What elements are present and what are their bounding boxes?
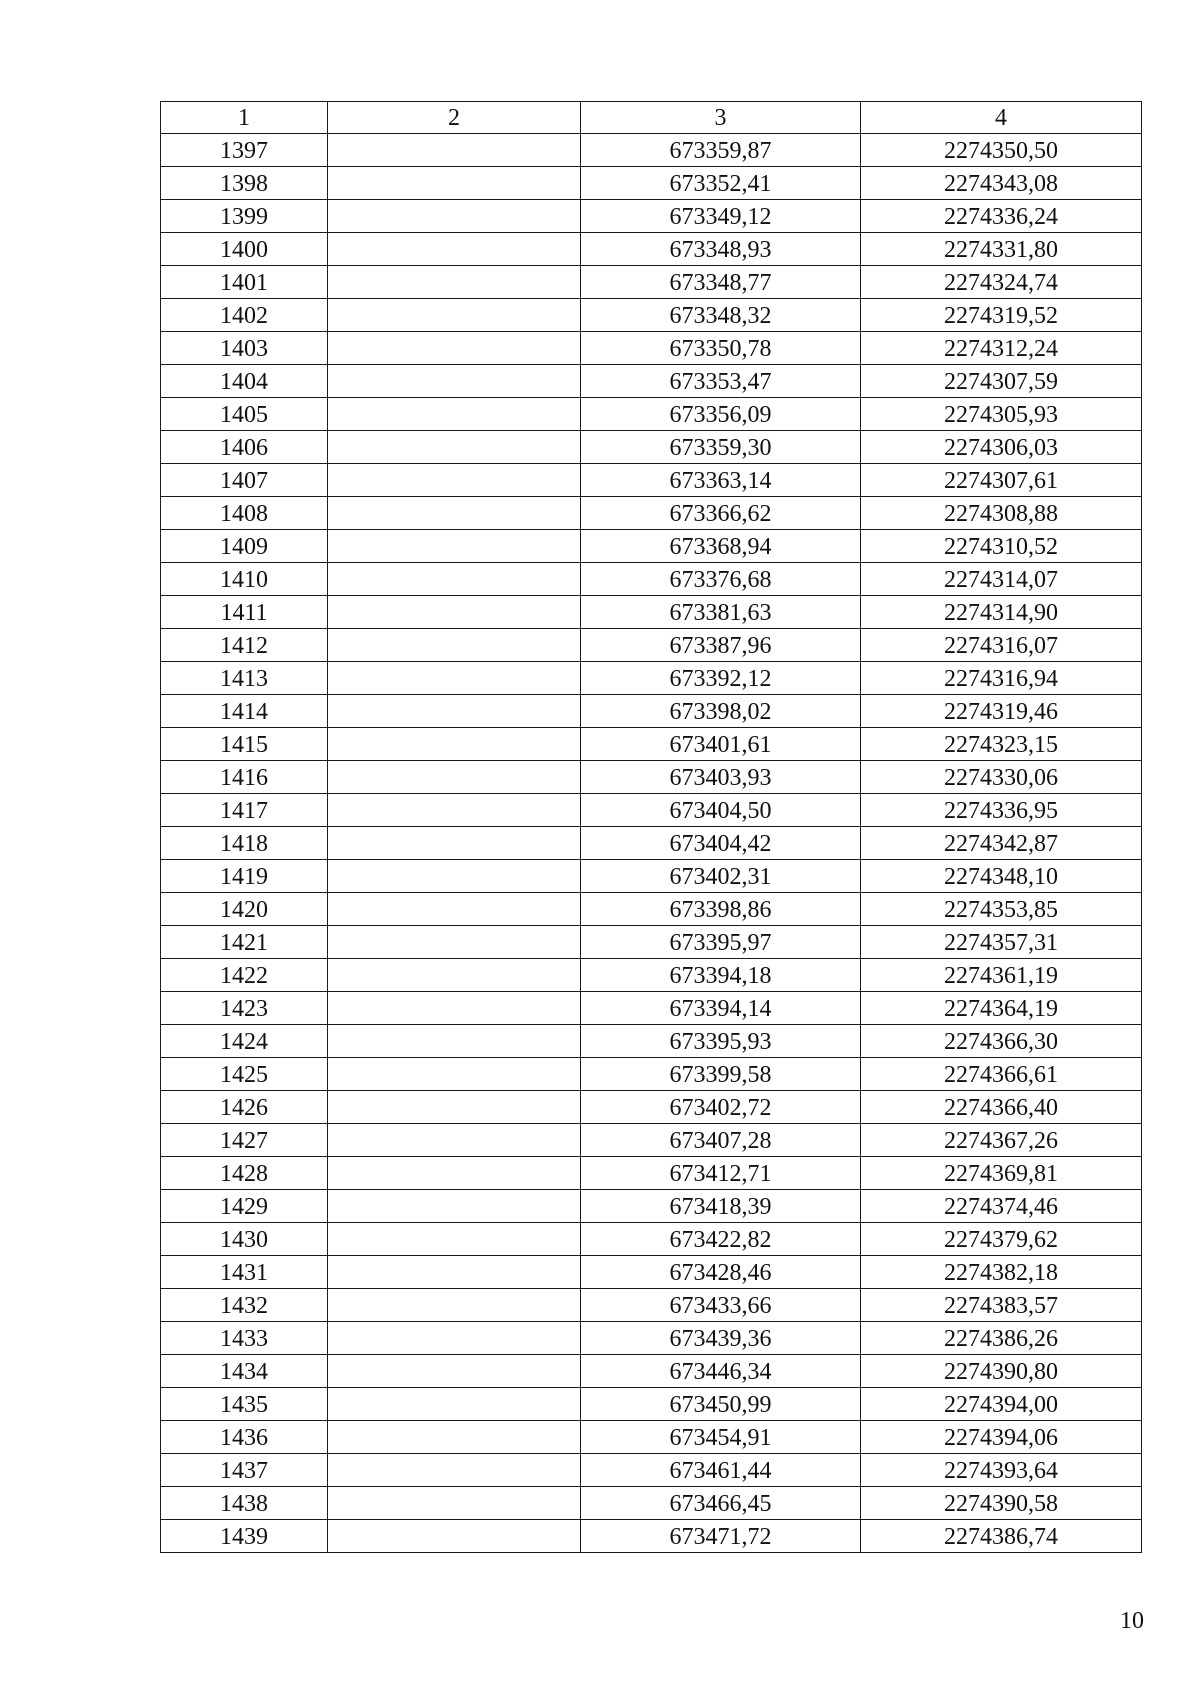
y-coordinate-cell: 2274366,61 xyxy=(861,1058,1142,1091)
x-coordinate-cell: 673450,99 xyxy=(581,1388,861,1421)
y-coordinate-cell: 2274336,95 xyxy=(861,794,1142,827)
point-number-cell: 1434 xyxy=(161,1355,328,1388)
description-cell xyxy=(328,398,581,431)
point-number-cell: 1399 xyxy=(161,200,328,233)
description-cell xyxy=(328,1355,581,1388)
y-coordinate-cell: 2274361,19 xyxy=(861,959,1142,992)
description-cell xyxy=(328,233,581,266)
table-row xyxy=(161,695,1142,728)
description-cell xyxy=(328,1190,581,1223)
point-number-cell: 1431 xyxy=(161,1256,328,1289)
table-row xyxy=(161,1388,1142,1421)
point-number-cell: 1416 xyxy=(161,761,328,794)
table-row xyxy=(161,893,1142,926)
x-coordinate-cell: 673392,12 xyxy=(581,662,861,695)
table-row xyxy=(161,596,1142,629)
description-cell xyxy=(328,464,581,497)
x-coordinate-cell: 673394,14 xyxy=(581,992,861,1025)
description-cell xyxy=(328,1256,581,1289)
x-coordinate-cell: 673359,30 xyxy=(581,431,861,464)
y-coordinate-cell: 2274336,24 xyxy=(861,200,1142,233)
point-number-cell: 1433 xyxy=(161,1322,328,1355)
point-number-cell: 1405 xyxy=(161,398,328,431)
y-coordinate-cell: 2274310,52 xyxy=(861,530,1142,563)
y-coordinate-cell: 2274390,80 xyxy=(861,1355,1142,1388)
y-coordinate-cell: 2274382,18 xyxy=(861,1256,1142,1289)
x-coordinate-cell: 673350,78 xyxy=(581,332,861,365)
y-coordinate-cell: 2274324,74 xyxy=(861,266,1142,299)
y-coordinate-cell: 2274348,10 xyxy=(861,860,1142,893)
y-coordinate-cell: 2274314,07 xyxy=(861,563,1142,596)
description-cell xyxy=(328,596,581,629)
description-cell xyxy=(328,167,581,200)
table-row xyxy=(161,1454,1142,1487)
table-row xyxy=(161,959,1142,992)
point-number-cell: 1420 xyxy=(161,893,328,926)
table-row xyxy=(161,365,1142,398)
table-row xyxy=(161,1157,1142,1190)
header-cell-4: 4 xyxy=(861,102,1142,134)
y-coordinate-cell: 2274369,81 xyxy=(861,1157,1142,1190)
x-coordinate-cell: 673439,36 xyxy=(581,1322,861,1355)
point-number-cell: 1409 xyxy=(161,530,328,563)
table-row xyxy=(161,233,1142,266)
y-coordinate-cell: 2274350,50 xyxy=(861,134,1142,167)
y-coordinate-cell: 2274316,07 xyxy=(861,629,1142,662)
description-cell xyxy=(328,1223,581,1256)
point-number-cell: 1407 xyxy=(161,464,328,497)
x-coordinate-cell: 673349,12 xyxy=(581,200,861,233)
table-row xyxy=(161,1421,1142,1454)
description-cell xyxy=(328,431,581,464)
table-row xyxy=(161,728,1142,761)
y-coordinate-cell: 2274394,06 xyxy=(861,1421,1142,1454)
x-coordinate-cell: 673368,94 xyxy=(581,530,861,563)
x-coordinate-cell: 673418,39 xyxy=(581,1190,861,1223)
table-row xyxy=(161,464,1142,497)
table-row xyxy=(161,1487,1142,1520)
x-coordinate-cell: 673446,34 xyxy=(581,1355,861,1388)
description-cell xyxy=(328,1157,581,1190)
y-coordinate-cell: 2274357,31 xyxy=(861,926,1142,959)
description-cell xyxy=(328,299,581,332)
header-cell-1: 1 xyxy=(161,102,328,134)
description-cell xyxy=(328,497,581,530)
x-coordinate-cell: 673366,62 xyxy=(581,497,861,530)
description-cell xyxy=(328,893,581,926)
table-row xyxy=(161,398,1142,431)
x-coordinate-cell: 673404,42 xyxy=(581,827,861,860)
y-coordinate-cell: 2274386,26 xyxy=(861,1322,1142,1355)
table-row xyxy=(161,1223,1142,1256)
description-cell xyxy=(328,1091,581,1124)
page-number: 10 xyxy=(1120,1608,1144,1634)
point-number-cell: 1414 xyxy=(161,695,328,728)
point-number-cell: 1437 xyxy=(161,1454,328,1487)
table-row xyxy=(161,530,1142,563)
x-coordinate-cell: 673454,91 xyxy=(581,1421,861,1454)
y-coordinate-cell: 2274393,64 xyxy=(861,1454,1142,1487)
y-coordinate-cell: 2274312,24 xyxy=(861,332,1142,365)
x-coordinate-cell: 673376,68 xyxy=(581,563,861,596)
y-coordinate-cell: 2274386,74 xyxy=(861,1520,1142,1553)
description-cell xyxy=(328,530,581,563)
y-coordinate-cell: 2274383,57 xyxy=(861,1289,1142,1322)
x-coordinate-cell: 673348,93 xyxy=(581,233,861,266)
coordinates-table xyxy=(160,101,1142,1553)
point-number-cell: 1402 xyxy=(161,299,328,332)
table-body xyxy=(161,134,1142,1553)
y-coordinate-cell: 2274319,46 xyxy=(861,695,1142,728)
point-number-cell: 1430 xyxy=(161,1223,328,1256)
description-cell xyxy=(328,332,581,365)
y-coordinate-cell: 2274364,19 xyxy=(861,992,1142,1025)
x-coordinate-cell: 673353,47 xyxy=(581,365,861,398)
y-coordinate-cell: 2274366,30 xyxy=(861,1025,1142,1058)
point-number-cell: 1417 xyxy=(161,794,328,827)
table-row xyxy=(161,332,1142,365)
table-row xyxy=(161,761,1142,794)
y-coordinate-cell: 2274394,00 xyxy=(861,1388,1142,1421)
point-number-cell: 1408 xyxy=(161,497,328,530)
x-coordinate-cell: 673356,09 xyxy=(581,398,861,431)
point-number-cell: 1438 xyxy=(161,1487,328,1520)
description-cell xyxy=(328,1454,581,1487)
x-coordinate-cell: 673352,41 xyxy=(581,167,861,200)
table-row xyxy=(161,1289,1142,1322)
x-coordinate-cell: 673359,87 xyxy=(581,134,861,167)
point-number-cell: 1427 xyxy=(161,1124,328,1157)
y-coordinate-cell: 2274366,40 xyxy=(861,1091,1142,1124)
header-row xyxy=(161,102,1142,134)
x-coordinate-cell: 673422,82 xyxy=(581,1223,861,1256)
x-coordinate-cell: 673363,14 xyxy=(581,464,861,497)
x-coordinate-cell: 673402,72 xyxy=(581,1091,861,1124)
point-number-cell: 1406 xyxy=(161,431,328,464)
description-cell xyxy=(328,629,581,662)
point-number-cell: 1411 xyxy=(161,596,328,629)
y-coordinate-cell: 2274316,94 xyxy=(861,662,1142,695)
x-coordinate-cell: 673395,93 xyxy=(581,1025,861,1058)
table-row xyxy=(161,134,1142,167)
y-coordinate-cell: 2274367,26 xyxy=(861,1124,1142,1157)
point-number-cell: 1418 xyxy=(161,827,328,860)
header-cell-2: 2 xyxy=(328,102,581,134)
table-row xyxy=(161,1355,1142,1388)
table-row xyxy=(161,167,1142,200)
point-number-cell: 1415 xyxy=(161,728,328,761)
table-row xyxy=(161,563,1142,596)
point-number-cell: 1425 xyxy=(161,1058,328,1091)
table-row xyxy=(161,1322,1142,1355)
x-coordinate-cell: 673399,58 xyxy=(581,1058,861,1091)
point-number-cell: 1404 xyxy=(161,365,328,398)
y-coordinate-cell: 2274307,59 xyxy=(861,365,1142,398)
x-coordinate-cell: 673428,46 xyxy=(581,1256,861,1289)
x-coordinate-cell: 673387,96 xyxy=(581,629,861,662)
table-row xyxy=(161,1091,1142,1124)
y-coordinate-cell: 2274379,62 xyxy=(861,1223,1142,1256)
y-coordinate-cell: 2274306,03 xyxy=(861,431,1142,464)
point-number-cell: 1436 xyxy=(161,1421,328,1454)
x-coordinate-cell: 673402,31 xyxy=(581,860,861,893)
description-cell xyxy=(328,1025,581,1058)
point-number-cell: 1439 xyxy=(161,1520,328,1553)
point-number-cell: 1400 xyxy=(161,233,328,266)
y-coordinate-cell: 2274331,80 xyxy=(861,233,1142,266)
description-cell xyxy=(328,1124,581,1157)
description-cell xyxy=(328,1487,581,1520)
point-number-cell: 1432 xyxy=(161,1289,328,1322)
y-coordinate-cell: 2274323,15 xyxy=(861,728,1142,761)
table-row xyxy=(161,1025,1142,1058)
description-cell xyxy=(328,662,581,695)
table-row xyxy=(161,431,1142,464)
y-coordinate-cell: 2274314,90 xyxy=(861,596,1142,629)
table-row xyxy=(161,497,1142,530)
y-coordinate-cell: 2274319,52 xyxy=(861,299,1142,332)
x-coordinate-cell: 673471,72 xyxy=(581,1520,861,1553)
x-coordinate-cell: 673401,61 xyxy=(581,728,861,761)
x-coordinate-cell: 673404,50 xyxy=(581,794,861,827)
description-cell xyxy=(328,794,581,827)
y-coordinate-cell: 2274374,46 xyxy=(861,1190,1142,1223)
point-number-cell: 1412 xyxy=(161,629,328,662)
table-row xyxy=(161,1190,1142,1223)
y-coordinate-cell: 2274305,93 xyxy=(861,398,1142,431)
table-row xyxy=(161,926,1142,959)
table-row xyxy=(161,794,1142,827)
y-coordinate-cell: 2274307,61 xyxy=(861,464,1142,497)
description-cell xyxy=(328,266,581,299)
table-header xyxy=(161,102,1142,134)
x-coordinate-cell: 673403,93 xyxy=(581,761,861,794)
point-number-cell: 1413 xyxy=(161,662,328,695)
table-row xyxy=(161,200,1142,233)
x-coordinate-cell: 673412,71 xyxy=(581,1157,861,1190)
y-coordinate-cell: 2274353,85 xyxy=(861,893,1142,926)
point-number-cell: 1424 xyxy=(161,1025,328,1058)
table-row xyxy=(161,299,1142,332)
description-cell xyxy=(328,959,581,992)
point-number-cell: 1429 xyxy=(161,1190,328,1223)
x-coordinate-cell: 673395,97 xyxy=(581,926,861,959)
point-number-cell: 1435 xyxy=(161,1388,328,1421)
point-number-cell: 1422 xyxy=(161,959,328,992)
y-coordinate-cell: 2274342,87 xyxy=(861,827,1142,860)
description-cell xyxy=(328,761,581,794)
description-cell xyxy=(328,1289,581,1322)
point-number-cell: 1401 xyxy=(161,266,328,299)
point-number-cell: 1397 xyxy=(161,134,328,167)
description-cell xyxy=(328,1058,581,1091)
table-row xyxy=(161,827,1142,860)
y-coordinate-cell: 2274390,58 xyxy=(861,1487,1142,1520)
point-number-cell: 1403 xyxy=(161,332,328,365)
point-number-cell: 1426 xyxy=(161,1091,328,1124)
header-cell-3: 3 xyxy=(581,102,861,134)
description-cell xyxy=(328,992,581,1025)
description-cell xyxy=(328,695,581,728)
table-row xyxy=(161,629,1142,662)
x-coordinate-cell: 673407,28 xyxy=(581,1124,861,1157)
x-coordinate-cell: 673348,32 xyxy=(581,299,861,332)
description-cell xyxy=(328,1388,581,1421)
description-cell xyxy=(328,200,581,233)
x-coordinate-cell: 673466,45 xyxy=(581,1487,861,1520)
description-cell xyxy=(328,563,581,596)
table-row xyxy=(161,1058,1142,1091)
x-coordinate-cell: 673398,02 xyxy=(581,695,861,728)
y-coordinate-cell: 2274343,08 xyxy=(861,167,1142,200)
point-number-cell: 1428 xyxy=(161,1157,328,1190)
description-cell xyxy=(328,365,581,398)
x-coordinate-cell: 673381,63 xyxy=(581,596,861,629)
point-number-cell: 1423 xyxy=(161,992,328,1025)
description-cell xyxy=(328,1421,581,1454)
point-number-cell: 1398 xyxy=(161,167,328,200)
x-coordinate-cell: 673461,44 xyxy=(581,1454,861,1487)
x-coordinate-cell: 673398,86 xyxy=(581,893,861,926)
description-cell xyxy=(328,926,581,959)
description-cell xyxy=(328,860,581,893)
description-cell xyxy=(328,728,581,761)
y-coordinate-cell: 2274330,06 xyxy=(861,761,1142,794)
description-cell xyxy=(328,1520,581,1553)
point-number-cell: 1410 xyxy=(161,563,328,596)
table-row xyxy=(161,992,1142,1025)
description-cell xyxy=(328,1322,581,1355)
table-row xyxy=(161,662,1142,695)
description-cell xyxy=(328,827,581,860)
point-number-cell: 1419 xyxy=(161,860,328,893)
table-row xyxy=(161,1520,1142,1553)
x-coordinate-cell: 673394,18 xyxy=(581,959,861,992)
x-coordinate-cell: 673348,77 xyxy=(581,266,861,299)
table-row xyxy=(161,266,1142,299)
table-row xyxy=(161,1124,1142,1157)
table-row xyxy=(161,860,1142,893)
point-number-cell: 1421 xyxy=(161,926,328,959)
table-row xyxy=(161,1256,1142,1289)
x-coordinate-cell: 673433,66 xyxy=(581,1289,861,1322)
description-cell xyxy=(328,134,581,167)
y-coordinate-cell: 2274308,88 xyxy=(861,497,1142,530)
